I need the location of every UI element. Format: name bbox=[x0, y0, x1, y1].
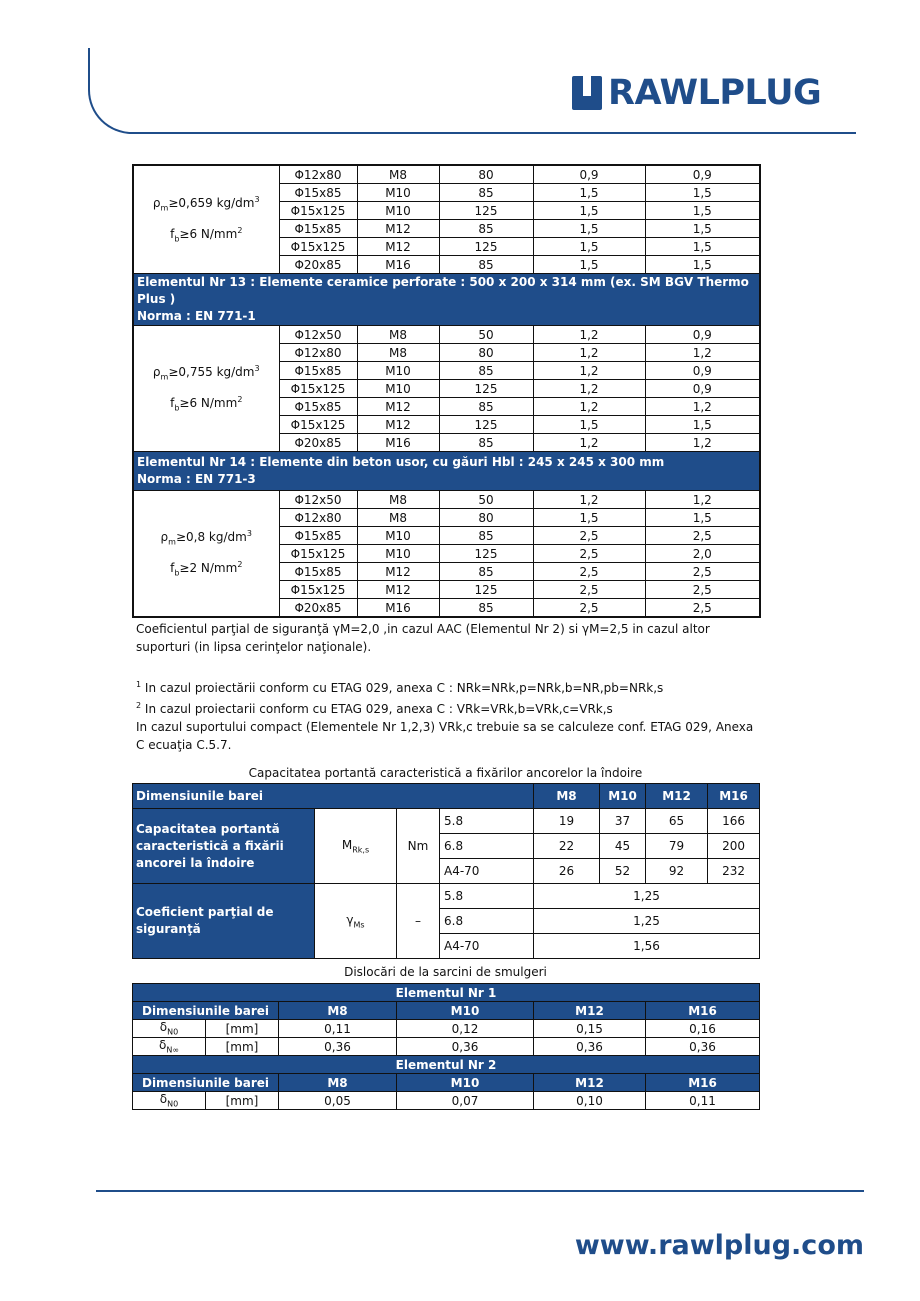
disp-header-row bbox=[133, 1074, 760, 1092]
sleeve-size: Φ20x85 bbox=[279, 599, 357, 618]
size-header: M12 bbox=[646, 784, 708, 809]
unit: [mm] bbox=[206, 1020, 279, 1038]
embed-depth: 85 bbox=[439, 184, 533, 202]
disp-header-row bbox=[133, 1002, 760, 1020]
load-value-1: 1,5 bbox=[533, 184, 645, 202]
table-row bbox=[133, 809, 760, 834]
logo-text: RAWLPLUG bbox=[608, 73, 822, 113]
bend-table-caption: Capacitatea portantă caracteristică a fixărilor ancorelor la îndoire bbox=[248, 766, 643, 780]
density-condition: $\rho_m\ge 0,755$ $kg/dm^3$ bbox=[152, 364, 260, 382]
element-2-title: Elementul Nr 2 bbox=[133, 1056, 760, 1074]
displacement-value: 0,16 bbox=[646, 1020, 760, 1038]
displacement-value: 0,36 bbox=[279, 1038, 397, 1056]
size-header: M8 bbox=[279, 1074, 397, 1092]
group-13-body bbox=[133, 326, 760, 452]
sleeve-size: Φ15x125 bbox=[279, 380, 357, 398]
capacity-value: 200 bbox=[708, 834, 760, 859]
coefficient-label: Coeficient parţial de siguranţă bbox=[133, 884, 315, 959]
sleeve-size: Φ12x80 bbox=[279, 165, 357, 184]
sleeve-size: Φ15x125 bbox=[279, 581, 357, 599]
disp-table-caption: Dislocări de la sarcini de smulgeri bbox=[344, 965, 547, 979]
partial-factor-note: Coeficientul parţial de siguranţă γM=2,0 ,in cazul AAC (Elementul Nr 2) si γM=2,5 in cazul altor suporturi (in lipsa cerinţelor naţionale). bbox=[136, 622, 710, 654]
load-value-1: 1,2 bbox=[533, 380, 645, 398]
load-value-2: 1,5 bbox=[645, 238, 760, 256]
element-14-title: Elementul Nr 14 : Elemente din beton usor, cu găuri Hbl : 245 x 245 x 300 mm bbox=[137, 455, 665, 469]
sleeve-size: Φ15x85 bbox=[279, 184, 357, 202]
rod-size: M12 bbox=[357, 220, 439, 238]
displacement-value: 0,15 bbox=[534, 1020, 646, 1038]
embed-depth: 85 bbox=[439, 527, 533, 545]
load-value-2: 2,5 bbox=[645, 563, 760, 581]
size-header: M8 bbox=[534, 784, 600, 809]
rod-size: M8 bbox=[357, 326, 439, 344]
coefficient-value: 1,56 bbox=[534, 934, 760, 959]
capacity-value: 26 bbox=[534, 859, 600, 884]
density-condition-cell bbox=[133, 165, 279, 274]
embed-depth: 85 bbox=[439, 398, 533, 416]
element-13-title: Elementul Nr 13 : Elemente ceramice perforate : 500 x 200 x 314 mm (ex. SM BGV Thermo Plus ) bbox=[137, 275, 749, 306]
load-value-2: 1,5 bbox=[645, 220, 760, 238]
footnote-1: $^1$ In cazul proiectării conform cu ETAG 029, anexa C : NRk=NRk,p=NRk,b=NR,pb=NRk,s bbox=[136, 680, 664, 695]
table-row bbox=[133, 491, 760, 509]
rod-size: M10 bbox=[357, 184, 439, 202]
sleeve-size: Φ15x125 bbox=[279, 238, 357, 256]
load-value-2: 1,2 bbox=[645, 434, 760, 452]
load-value-1: 2,5 bbox=[533, 563, 645, 581]
displacement-table bbox=[132, 983, 760, 1110]
coefficient-symbol: $\gamma_{Ms}$ bbox=[315, 884, 397, 959]
sleeve-size: Φ15x125 bbox=[279, 416, 357, 434]
table-row bbox=[133, 165, 760, 184]
steel-grade: 5.8 bbox=[440, 809, 534, 834]
load-value-2: 1,5 bbox=[645, 256, 760, 274]
size-header: M12 bbox=[534, 1002, 646, 1020]
size-header: M12 bbox=[534, 1074, 646, 1092]
displacement-value: 0,11 bbox=[279, 1020, 397, 1038]
load-value-2: 0,9 bbox=[645, 326, 760, 344]
load-value-1: 0,9 bbox=[533, 165, 645, 184]
rod-size: M10 bbox=[357, 380, 439, 398]
load-value-1: 2,5 bbox=[533, 599, 645, 618]
load-value-2: 1,5 bbox=[645, 416, 760, 434]
embed-depth: 125 bbox=[439, 545, 533, 563]
load-value-1: 1,5 bbox=[533, 256, 645, 274]
displacement-value: 0,12 bbox=[397, 1020, 534, 1038]
rod-size: M8 bbox=[357, 165, 439, 184]
footnote-2: $^2$ In cazul proiectarii conform cu ETAG 029, anexa C : VRk=VRk,b=VRk,c=VRk,s bbox=[136, 701, 613, 716]
steel-grade: 5.8 bbox=[440, 884, 534, 909]
sleeve-size: Φ15x85 bbox=[279, 220, 357, 238]
load-value-1: 2,5 bbox=[533, 527, 645, 545]
coefficient-unit: – bbox=[397, 884, 440, 959]
embed-depth: 85 bbox=[439, 362, 533, 380]
density-condition-cell bbox=[133, 326, 279, 452]
footer-divider bbox=[96, 1190, 864, 1192]
rod-size: M10 bbox=[357, 527, 439, 545]
sleeve-size: Φ20x85 bbox=[279, 434, 357, 452]
rod-size: M12 bbox=[357, 581, 439, 599]
displacement-value: 0,36 bbox=[397, 1038, 534, 1056]
load-value-1: 1,5 bbox=[533, 416, 645, 434]
group-14-body bbox=[133, 491, 760, 618]
rod-size: M12 bbox=[357, 238, 439, 256]
load-value-2: 1,5 bbox=[645, 184, 760, 202]
embed-depth: 125 bbox=[439, 416, 533, 434]
element-14-norm: Norma : EN 771-3 bbox=[137, 472, 256, 486]
element-1-title: Elementul Nr 1 bbox=[133, 984, 760, 1002]
embed-depth: 50 bbox=[439, 491, 533, 509]
load-value-1: 1,5 bbox=[533, 202, 645, 220]
sleeve-size: Φ20x85 bbox=[279, 256, 357, 274]
load-value-2: 0,9 bbox=[645, 362, 760, 380]
load-value-1: 1,2 bbox=[533, 344, 645, 362]
strength-condition: $f_b\ge 6$ $N/mm^2$ bbox=[170, 225, 243, 243]
table-row bbox=[133, 884, 760, 909]
coefficient-value: 1,25 bbox=[534, 884, 760, 909]
sleeve-size: Φ12x80 bbox=[279, 509, 357, 527]
displacement-table-body bbox=[133, 984, 760, 1110]
sleeve-size: Φ15x85 bbox=[279, 527, 357, 545]
table-row bbox=[133, 1020, 760, 1038]
capacity-value: 79 bbox=[646, 834, 708, 859]
sleeve-size: Φ15x85 bbox=[279, 362, 357, 380]
capacity-value: 65 bbox=[646, 809, 708, 834]
footer-url: www.rawlplug.com bbox=[574, 1230, 864, 1261]
bend-header-row bbox=[133, 784, 760, 809]
rod-size: M12 bbox=[357, 398, 439, 416]
load-value-2: 2,0 bbox=[645, 545, 760, 563]
steel-grade: 6.8 bbox=[440, 909, 534, 934]
displacement-value: 0,07 bbox=[397, 1092, 534, 1110]
compact-note: In cazul suportului compact (Elementele Nr 1,2,3) VRk,c trebuie sa se calculeze conf. ETAG 029, Anexa C ecuaţia C.5.7. bbox=[136, 720, 754, 752]
load-value-2: 1,2 bbox=[645, 491, 760, 509]
table-row bbox=[133, 1092, 760, 1110]
load-value-1: 1,5 bbox=[533, 220, 645, 238]
anchor-load-table bbox=[132, 164, 761, 618]
displacement-symbol: $\delta_{N\infty}$ bbox=[133, 1038, 206, 1056]
embed-depth: 125 bbox=[439, 238, 533, 256]
disp-header-label: Dimensiunile barei bbox=[133, 1002, 279, 1020]
load-value-2: 0,9 bbox=[645, 380, 760, 398]
capacity-value: 232 bbox=[708, 859, 760, 884]
bend-header-label: Dimensiunile barei bbox=[133, 784, 534, 809]
load-value-1: 1,2 bbox=[533, 362, 645, 380]
rod-size: M10 bbox=[357, 545, 439, 563]
embed-depth: 125 bbox=[439, 380, 533, 398]
sleeve-size: Φ12x50 bbox=[279, 326, 357, 344]
element-13-norm: Norma : EN 771-1 bbox=[137, 309, 256, 323]
displacement-value: 0,05 bbox=[279, 1092, 397, 1110]
embed-depth: 85 bbox=[439, 434, 533, 452]
capacity-value: 22 bbox=[534, 834, 600, 859]
unit: [mm] bbox=[206, 1092, 279, 1110]
coefficient-value: 1,25 bbox=[534, 909, 760, 934]
footnotes bbox=[136, 676, 756, 754]
capacity-value: 92 bbox=[646, 859, 708, 884]
size-header: M10 bbox=[397, 1002, 534, 1020]
embed-depth: 80 bbox=[439, 165, 533, 184]
embed-depth: 50 bbox=[439, 326, 533, 344]
load-value-1: 1,2 bbox=[533, 398, 645, 416]
load-value-2: 2,5 bbox=[645, 599, 760, 618]
steel-grade: A4-70 bbox=[440, 859, 534, 884]
load-value-2: 1,5 bbox=[645, 509, 760, 527]
capacity-value: 52 bbox=[600, 859, 646, 884]
size-header: M16 bbox=[646, 1002, 760, 1020]
capacity-label: Capacitatea portantă caracteristică a fixării ancorei la îndoire bbox=[133, 809, 315, 884]
size-header: M16 bbox=[708, 784, 760, 809]
rod-size: M12 bbox=[357, 563, 439, 581]
load-value-2: 2,5 bbox=[645, 527, 760, 545]
displacement-value: 0,36 bbox=[534, 1038, 646, 1056]
table-row bbox=[133, 1038, 760, 1056]
displacement-symbol: $\delta_{N0}$ bbox=[133, 1020, 206, 1038]
rawlplug-logo bbox=[572, 74, 821, 112]
displacement-symbol: $\delta_{N0}$ bbox=[133, 1092, 206, 1110]
load-value-2: 1,5 bbox=[645, 202, 760, 220]
steel-grade: 6.8 bbox=[440, 834, 534, 859]
sleeve-size: Φ15x125 bbox=[279, 545, 357, 563]
embed-depth: 85 bbox=[439, 599, 533, 618]
load-value-2: 0,9 bbox=[645, 165, 760, 184]
size-header: M10 bbox=[600, 784, 646, 809]
sleeve-size: Φ15x85 bbox=[279, 398, 357, 416]
load-value-2: 1,2 bbox=[645, 344, 760, 362]
element-2-title-row bbox=[133, 1056, 760, 1074]
sleeve-size: Φ12x50 bbox=[279, 491, 357, 509]
disp-header-label: Dimensiunile barei bbox=[133, 1074, 279, 1092]
strength-condition: $f_b\ge 2$ $N/mm^2$ bbox=[170, 559, 243, 577]
bend-table-body bbox=[133, 784, 760, 959]
sleeve-size: Φ15x125 bbox=[279, 202, 357, 220]
load-value-1: 1,5 bbox=[533, 509, 645, 527]
sleeve-size: Φ15x85 bbox=[279, 563, 357, 581]
load-value-1: 1,2 bbox=[533, 326, 645, 344]
rod-size: M12 bbox=[357, 416, 439, 434]
capacity-value: 166 bbox=[708, 809, 760, 834]
bend-capacity-table bbox=[132, 783, 760, 959]
load-value-1: 2,5 bbox=[533, 581, 645, 599]
embed-depth: 80 bbox=[439, 344, 533, 362]
embed-depth: 85 bbox=[439, 220, 533, 238]
size-header: M10 bbox=[397, 1074, 534, 1092]
capacity-value: 37 bbox=[600, 809, 646, 834]
embed-depth: 125 bbox=[439, 581, 533, 599]
capacity-value: 19 bbox=[534, 809, 600, 834]
element-14-header bbox=[133, 452, 760, 491]
embed-depth: 125 bbox=[439, 202, 533, 220]
load-value-2: 2,5 bbox=[645, 581, 760, 599]
displacement-value: 0,10 bbox=[534, 1092, 646, 1110]
strength-condition: $f_b\ge 6$ $N/mm^2$ bbox=[170, 394, 243, 412]
sleeve-size: Φ12x80 bbox=[279, 344, 357, 362]
load-value-2: 1,2 bbox=[645, 398, 760, 416]
rod-size: M8 bbox=[357, 509, 439, 527]
embed-depth: 80 bbox=[439, 509, 533, 527]
density-condition-cell bbox=[133, 491, 279, 618]
rod-size: M16 bbox=[357, 434, 439, 452]
capacity-unit: Nm bbox=[397, 809, 440, 884]
embed-depth: 85 bbox=[439, 256, 533, 274]
logo-mark-icon bbox=[572, 76, 602, 110]
rod-size: M16 bbox=[357, 256, 439, 274]
group-12-body bbox=[133, 165, 760, 274]
rod-size: M8 bbox=[357, 344, 439, 362]
unit: [mm] bbox=[206, 1038, 279, 1056]
displacement-value: 0,36 bbox=[646, 1038, 760, 1056]
density-condition: $\rho_m\ge 0,8$ $kg/dm^3$ bbox=[160, 529, 252, 547]
capacity-value: 45 bbox=[600, 834, 646, 859]
rod-size: M16 bbox=[357, 599, 439, 618]
table-row bbox=[133, 326, 760, 344]
element-1-title-row bbox=[133, 984, 760, 1002]
load-value-1: 1,2 bbox=[533, 434, 645, 452]
load-value-1: 1,5 bbox=[533, 238, 645, 256]
element-13-header bbox=[133, 274, 760, 326]
displacement-value: 0,11 bbox=[646, 1092, 760, 1110]
capacity-symbol: $M_{Rk,s}$ bbox=[315, 809, 397, 884]
rod-size: M10 bbox=[357, 362, 439, 380]
rod-size: M10 bbox=[357, 202, 439, 220]
load-value-1: 1,2 bbox=[533, 491, 645, 509]
steel-grade: A4-70 bbox=[440, 934, 534, 959]
embed-depth: 85 bbox=[439, 563, 533, 581]
size-header: M16 bbox=[646, 1074, 760, 1092]
density-condition: $\rho_m\ge 0,659$ $kg/dm^3$ bbox=[152, 195, 260, 213]
load-value-1: 2,5 bbox=[533, 545, 645, 563]
size-header: M8 bbox=[279, 1002, 397, 1020]
rod-size: M8 bbox=[357, 491, 439, 509]
